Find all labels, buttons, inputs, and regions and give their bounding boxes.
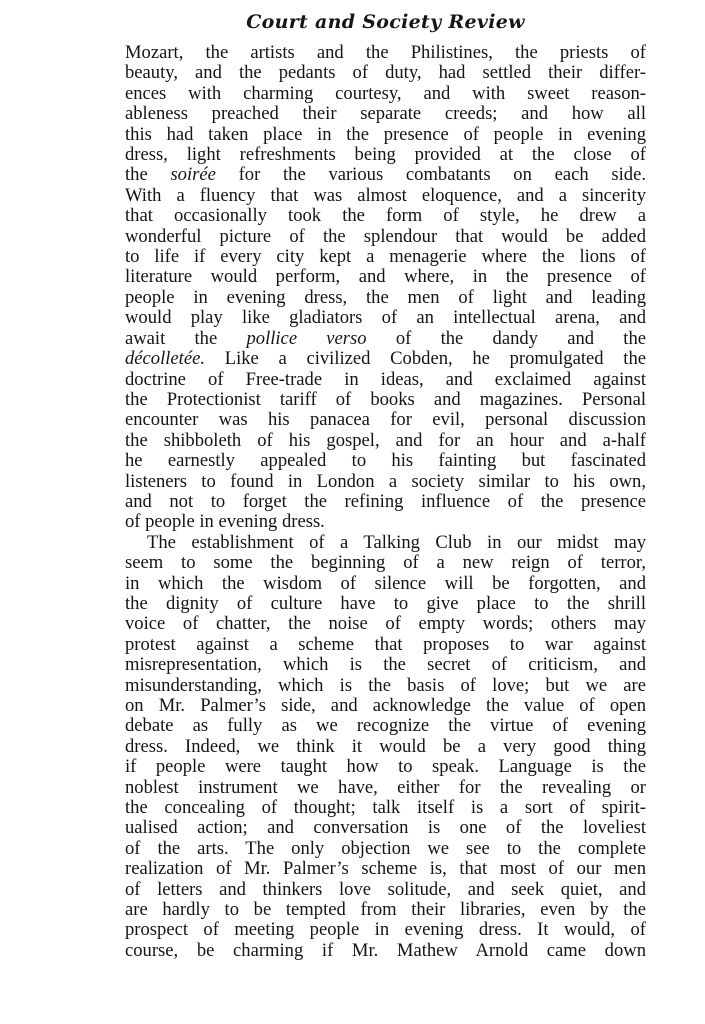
text-line: misrepresentation, which is the secret of criticism, and — [125, 654, 646, 676]
text-line: ences with charming courtesy, and with sweet reason- — [125, 82, 646, 104]
text-line: prospect of meeting people in evening dress. It would, of — [125, 919, 646, 941]
text-line: people in evening dress, the men of light and leading — [125, 286, 646, 308]
text-line: dress. Indeed, we think it would be a very good thing — [125, 735, 646, 757]
text-line: debate as fully as we recognize the virtue of evening — [125, 715, 646, 737]
text-line: that occasionally took the form of style, he drew a — [125, 205, 646, 227]
text-line: the soirée for the various combatants on each side. — [125, 164, 646, 186]
text-line: the dignity of culture have to give place to the shrill — [125, 592, 646, 614]
text-line: if people were taught how to speak. Language is the — [125, 756, 646, 778]
text-line: Mozart, the artists and the Philistines, the priests of — [125, 42, 646, 63]
text-line: of the arts. The only objection we see to the complete — [125, 837, 646, 859]
text-line: course, be charming if Mr. Mathew Arnold came down — [125, 939, 646, 961]
italic-phrase: décolletée. — [125, 348, 206, 370]
text-line: The establishment of a Talking Club in our midst may — [147, 531, 646, 553]
text-line: and not to forget the refining influence of the presence — [125, 490, 646, 512]
text-line: literature would perform, and where, in the presence of — [125, 266, 646, 288]
text-line: misunderstanding, which is the basis of love; but we are — [125, 674, 646, 696]
text-line: ableness preached their separate creeds; and how all — [125, 103, 646, 125]
text-line: voice of chatter, the noise of empty words; others may — [125, 613, 646, 635]
text-line: are hardly to be tempted from their libraries, even by the — [125, 899, 646, 921]
text-line: in which the wisdom of silence will be forgotten, and — [125, 572, 646, 594]
text-line: of letters and thinkers love solitude, and seek quiet, and — [125, 878, 646, 900]
text-line: listeners to found in London a society similar to his own, — [125, 470, 646, 492]
text-line: on Mr. Palmer’s side, and acknowledge the value of open — [125, 695, 646, 716]
text-line: décolletée. Like a civilized Cobden, he promulgated the — [125, 348, 646, 370]
body-text — [125, 43, 646, 961]
text-line: this had taken place in the presence of people in evening — [125, 123, 646, 145]
text-line: seem to some the beginning of a new reign of terror, — [125, 552, 646, 574]
italic-phrase: pollice verso — [246, 327, 367, 349]
text-line: dress, light refreshments being provided at the close of — [125, 144, 646, 166]
text-line: doctrine of Free-trade in ideas, and exclaimed against — [125, 368, 646, 390]
text-line: protest against a scheme that proposes to war against — [125, 633, 646, 655]
text-line: await the pollice verso of the dandy and the — [125, 327, 647, 349]
text-line: the shibboleth of his gospel, and for an hour and a-half — [125, 429, 646, 451]
text-line: the concealing of thought; talk itself is a sort of spirit- — [125, 797, 646, 819]
text-line: realization of Mr. Palmer’s scheme is, that most of our men — [125, 858, 646, 880]
text-line: of people in evening dress. — [125, 511, 325, 533]
text-line: wonderful picture of the splendour that would be added — [125, 225, 646, 247]
text-line: would play like gladiators of an intellectual arena, and — [125, 307, 646, 329]
text-line: noblest instrument we have, either for the revealing or — [125, 776, 646, 798]
text-line: ualised action; and conversation is one of the loveliest — [125, 817, 646, 839]
paragraph — [125, 43, 646, 533]
paragraph — [125, 533, 646, 962]
text-line: With a fluency that was almost eloquence, and a sincerity — [125, 184, 646, 206]
italic-phrase: soirée — [170, 164, 216, 186]
text-line: encounter was his panacea for evil, personal discussion — [125, 409, 646, 431]
text-line: he earnestly appealed to his fainting but fascinated — [125, 450, 646, 472]
text-line: to life if every city kept a menagerie where the lions of — [125, 246, 646, 268]
running-head: Court and Society Review — [246, 11, 525, 33]
text-line: beauty, and the pedants of duty, had settled their differ- — [125, 62, 646, 84]
text-line: the Protectionist tariff of books and magazines. Personal — [125, 388, 646, 410]
